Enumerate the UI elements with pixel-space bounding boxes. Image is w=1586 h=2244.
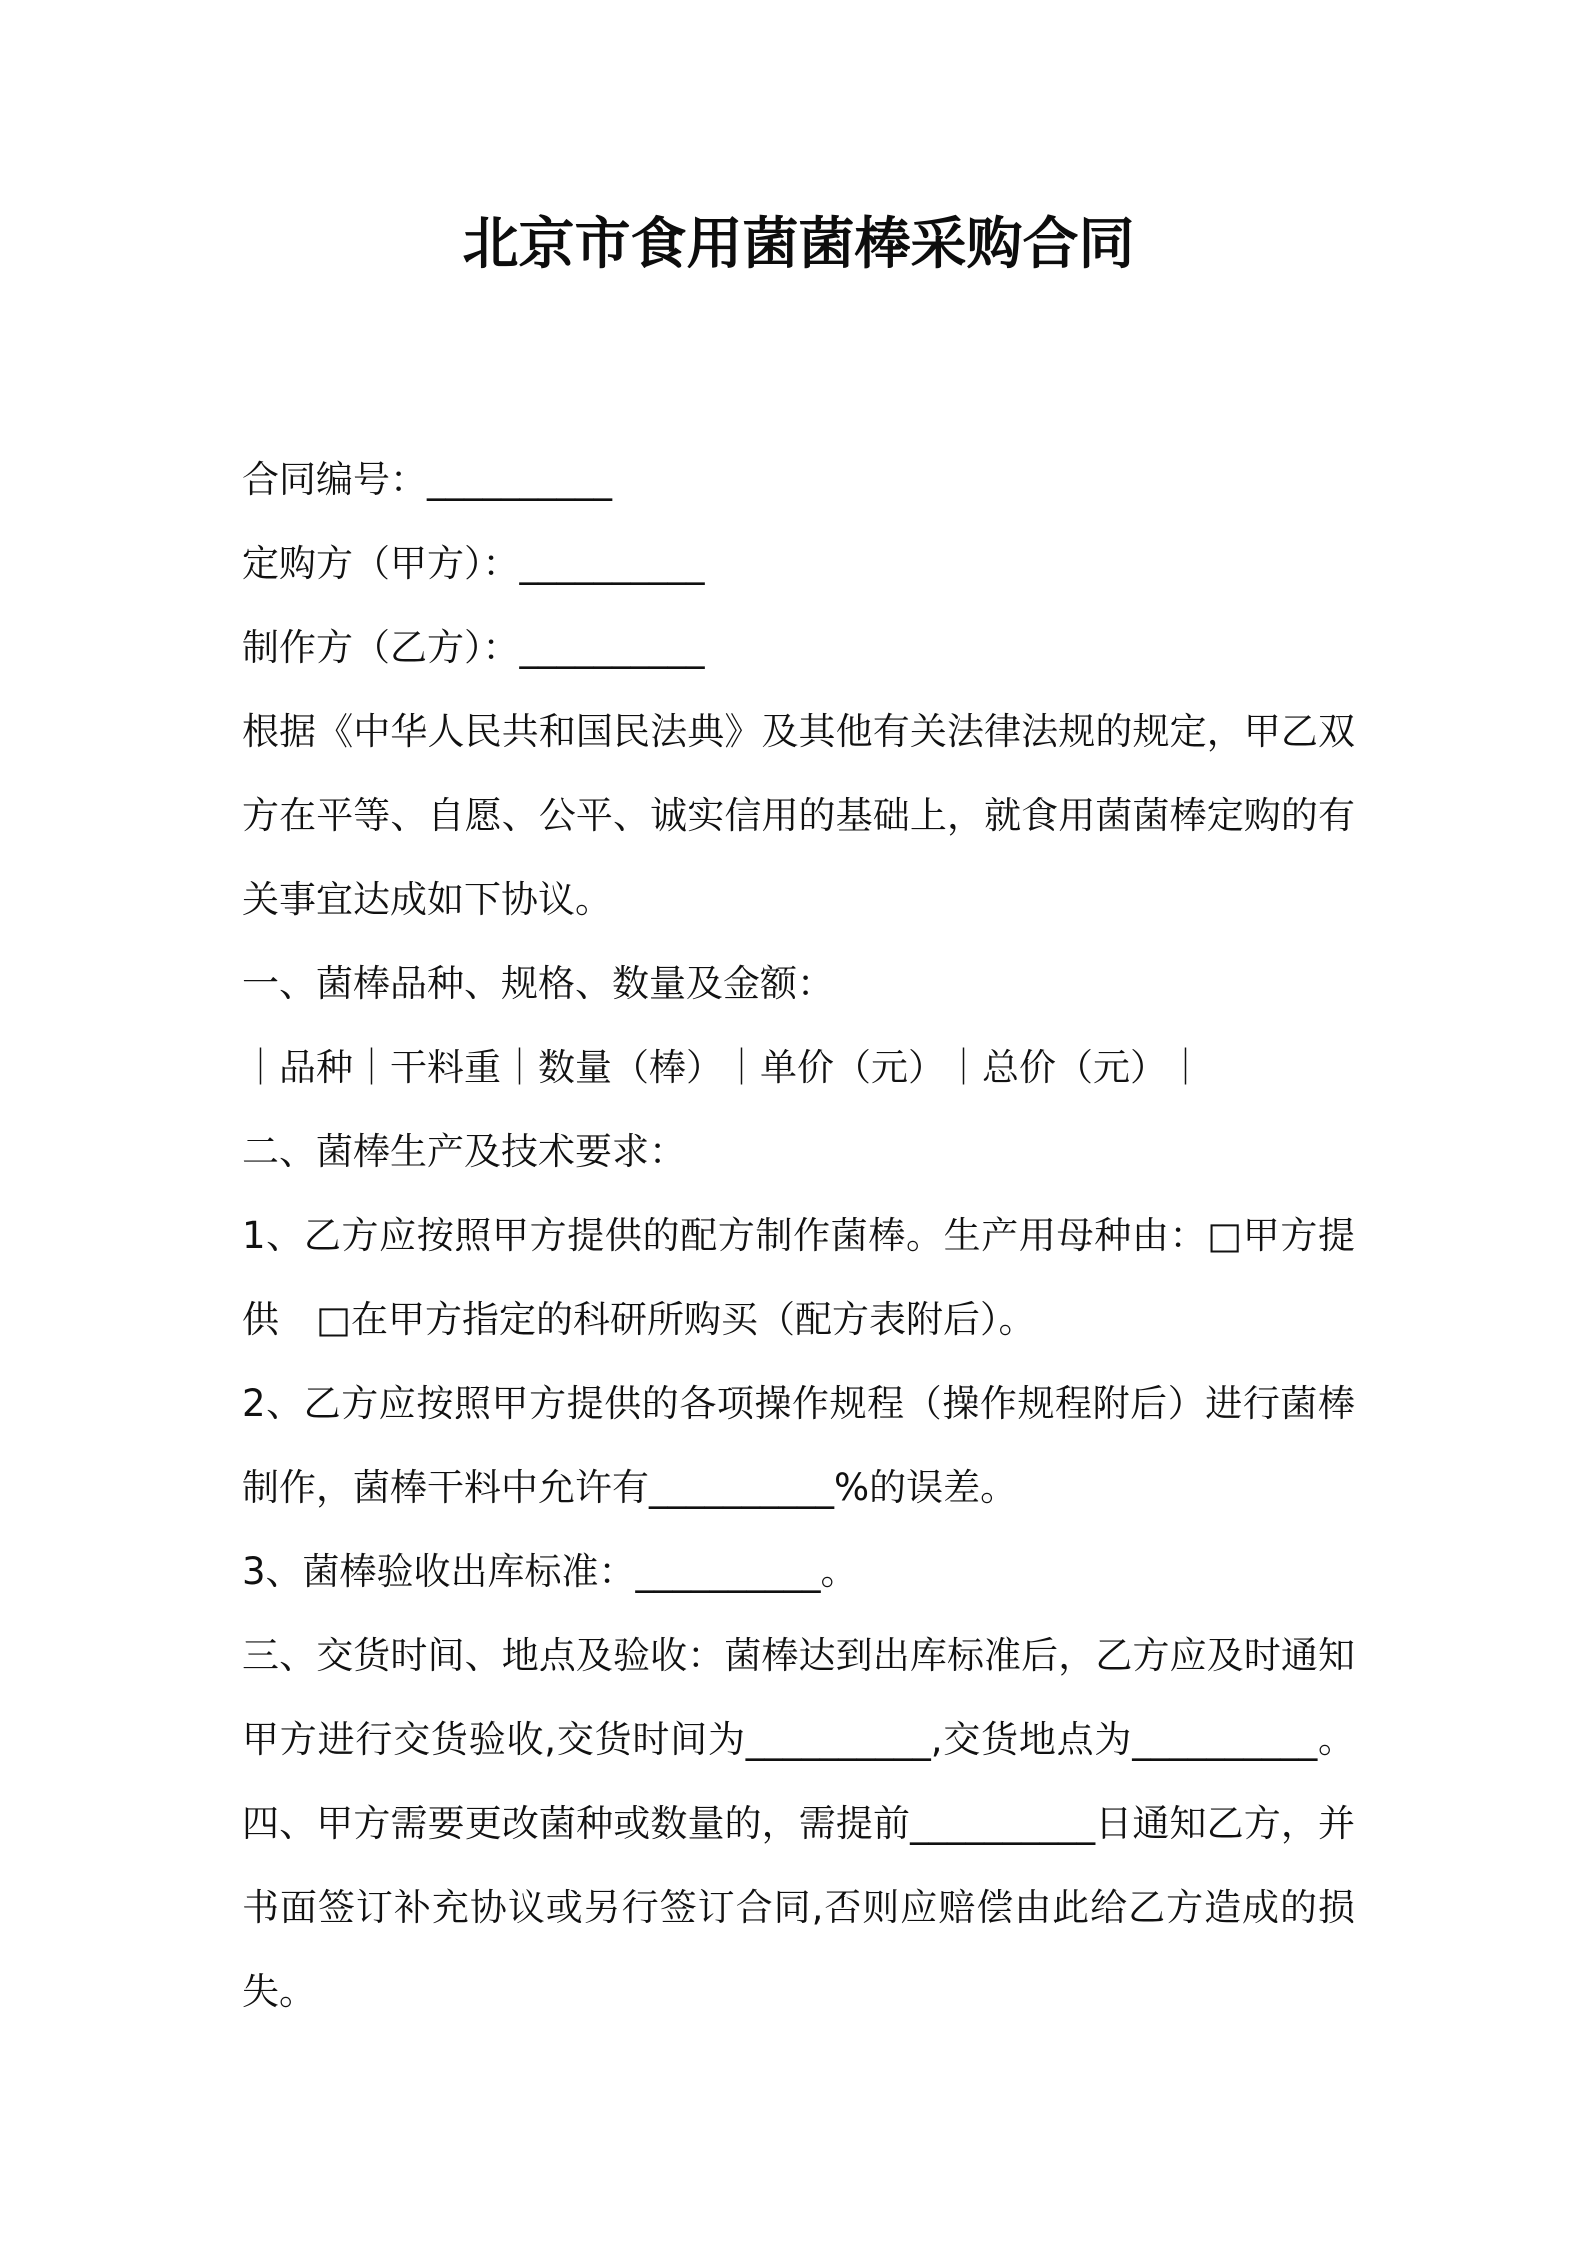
field-buyer: 定购方（甲方）：__________ bbox=[242, 542, 705, 585]
preamble-line: 方在平等、自愿、公平、诚实信用的基础上，就食用菌菌棒定购的有 bbox=[242, 794, 1355, 837]
preamble-line: 关事宜达成如下协议。 bbox=[242, 878, 612, 921]
section-3-line: 三、交货时间、地点及验收：菌棒达到出库标准后，乙方应及时通知 bbox=[242, 1634, 1355, 1677]
clause-2-2 bbox=[242, 1362, 1355, 1530]
section-3-paragraph bbox=[242, 1614, 1355, 1782]
preamble-paragraph bbox=[242, 690, 1355, 942]
document-title: 北京市食用菌菌棒采购合同 bbox=[462, 212, 1135, 277]
section-4-paragraph bbox=[242, 1782, 1355, 2034]
field-maker: 制作方（乙方）：__________ bbox=[242, 626, 705, 669]
field-contract-number: 合同编号：__________ bbox=[242, 458, 612, 501]
clause-line: 3、菌棒验收出库标准：__________。 bbox=[242, 1550, 858, 1593]
spec-table-header-row: ｜品种｜干料重｜数量（棒）｜单价（元）｜总价（元）｜ bbox=[242, 1046, 1204, 1089]
clause-line: 制作，菌棒干料中允许有__________%的误差。 bbox=[242, 1466, 1018, 1509]
section-2-heading: 二、菌棒生产及技术要求： bbox=[242, 1130, 686, 1173]
clause-2-3 bbox=[242, 1530, 1355, 1614]
clause-2-1 bbox=[242, 1194, 1355, 1362]
section-4-line: 失。 bbox=[242, 1970, 316, 2013]
clause-line: 供 □在甲方指定的科研所购买（配方表附后）。 bbox=[242, 1298, 1036, 1341]
preamble-line: 根据《中华人民共和国民法典》及其他有关法律法规的规定，甲乙双 bbox=[242, 710, 1355, 753]
clause-line: 2、乙方应按照甲方提供的各项操作规程（操作规程附后）进行菌棒 bbox=[242, 1382, 1355, 1425]
section-1-heading: 一、菌棒品种、规格、数量及金额： bbox=[242, 962, 834, 1005]
section-3-line: 甲方进行交货验收,交货时间为__________,交货地点为__________。 bbox=[242, 1718, 1355, 1761]
document-body bbox=[242, 438, 1355, 2034]
section-4-line: 书面签订补充协议或另行签订合同,否则应赔偿由此给乙方造成的损 bbox=[242, 1886, 1355, 1929]
clause-line: 1、乙方应按照甲方提供的配方制作菌棒。生产用母种由：□甲方提 bbox=[242, 1214, 1355, 1257]
section-4-line: 四、甲方需要更改菌种或数量的，需提前__________日通知乙方，并 bbox=[242, 1802, 1355, 1845]
